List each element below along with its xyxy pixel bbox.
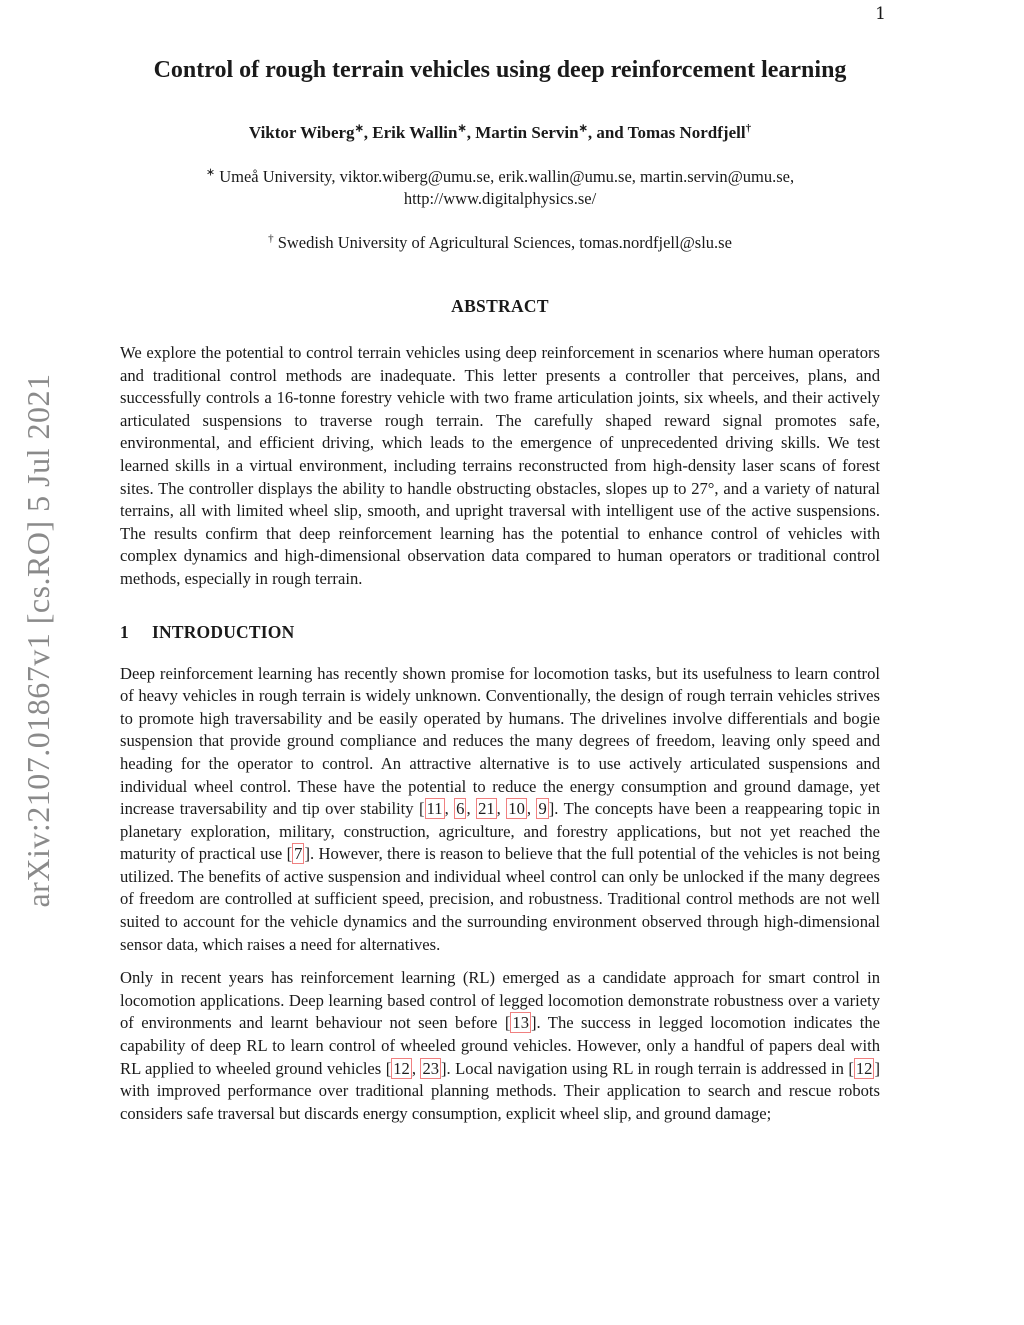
affiliation-slu-text: Swedish University of Agricultural Sciences, tomas.nordfjell@slu.se xyxy=(273,233,732,252)
affiliation-umea-line1: Umeå University, viktor.wiberg@umu.se, erik.wallin@umu.se, martin.servin@umu.se, xyxy=(215,167,795,186)
arxiv-stamp-text: arXiv:2107.01867v1 [cs.RO] 5 Jul 2021 xyxy=(20,373,56,908)
intro-paragraph-2 xyxy=(120,967,880,1125)
author-separator: , xyxy=(587,123,597,142)
page-number: 1 xyxy=(875,4,886,24)
citation-link[interactable]: 9 xyxy=(538,799,547,819)
section-number: 1 xyxy=(120,621,129,642)
author-2: Erik Wallin xyxy=(372,123,458,142)
intro-paragraph-1 xyxy=(120,663,880,957)
citation-separator: , xyxy=(444,799,455,819)
citation-separator: , xyxy=(526,799,537,819)
author-1: Viktor Wiberg xyxy=(248,123,355,142)
citation-separator: , xyxy=(496,799,507,819)
paper-body xyxy=(120,56,880,1125)
citation-separator: , xyxy=(466,799,477,819)
citation-link[interactable]: 12 xyxy=(393,1058,410,1078)
author-separator: , xyxy=(363,123,373,142)
citation-link[interactable]: 10 xyxy=(508,799,525,819)
citation-link[interactable]: 6 xyxy=(456,799,465,819)
author-4-mark: † xyxy=(745,122,752,135)
affiliation-umea-mark: ∗ xyxy=(205,166,216,179)
affiliation-umea-url[interactable]: http://www.digitalphysics.se/ xyxy=(403,189,597,208)
citation-link[interactable]: 12 xyxy=(855,1058,873,1078)
citation-link[interactable]: 23 xyxy=(422,1058,440,1078)
intro-p2-text-c: ]. Local navigation using RL in rough terrain is addressed in [ xyxy=(441,1058,854,1078)
author-3: Martin Servin xyxy=(475,123,579,142)
paper-title: Control of rough terrain vehicles using deep reinforcement learning xyxy=(153,57,847,83)
author-list xyxy=(120,122,880,144)
citation-link[interactable]: 7 xyxy=(294,844,303,864)
section-heading-introduction xyxy=(120,622,880,643)
intro-p1-text-b: ]. The concepts have been a reappearing topic in planetary exploration, military, construction, agriculture, and forestry applications, but not yet reached the maturity of practical use [ xyxy=(120,799,881,864)
citation-link[interactable]: 21 xyxy=(478,799,495,819)
author-3-mark: ∗ xyxy=(578,122,588,135)
author-separator: , xyxy=(466,123,476,142)
citation-link[interactable]: 11 xyxy=(426,799,443,819)
affiliation-slu-mark: † xyxy=(268,232,274,245)
abstract-text: We explore the potential to control terrain vehicles using deep reinforcement in scenarios where human operators and traditional control methods are inadequate. This letter presents a controller that perceives, plans, and successfully controls a 16-tonne forestry vehicle with two frame articulation joints, six wheels, and their actively articulated suspensions to traverse rough terrain. The carefully shaped reward signal promotes safe, environmental, and efficient driving, which leads to the emergence of unprecedented driving skills. We test learned skills in a virtual environment, including terrains reconstructed from high-density laser scans of forest sites. The controller displays the ability to handle obstructing obstacles, slopes up to 27°, and a variety of natural terrains, all with limited wheel slip, smooth, and upright traversal with intelligent use of the active suspensions. The results confirm that deep reinforcement learning has the potential to enhance control of vehicles with complex dynamics and high-dimensional observation data compared to human operators or traditional control methods, especially in rough terrain. xyxy=(120,343,880,588)
intro-p2-text-a: Only in recent years has reinforcement learning (RL) emerged as a candidate approach for smart control in locomotion applications. Deep learning based control of legged locomotion demonstrate robustness over a variety of environments and learnt behaviour not seen before [ xyxy=(120,968,880,1033)
author-1-mark: ∗ xyxy=(354,122,364,135)
affiliation-slu xyxy=(120,232,880,254)
author-4: and Tomas Nordfjell xyxy=(596,123,746,142)
intro-p2-text-b: ]. The success in legged locomotion indicates the capability of deep RL to learn control of wheeled ground vehicles. However, only a handful of papers deal with RL applied to wheeled ground vehicles [ xyxy=(120,1013,881,1078)
affiliation-umea xyxy=(120,166,880,210)
abstract-heading: ABSTRACT xyxy=(451,296,549,316)
intro-p1-text-a: Deep reinforcement learning has recently shown promise for locomotion tasks, but its usefulness to learn control of heavy vehicles in rough terrain is widely unknown. Conventionally, the design of rough terrain vehicles strives to promote high traversability and be easily operated by humans. The drivelines involve differentials and bogie suspension that provide ground compliance and reduces the many degrees of freedom, leaving only speed and heading for the operator to control. An attractive alternative is to use actively articulated suspensions and individual wheel control. These have the potential to reduce the energy consumption and ground damage, yet increase traversability and tip over stability [ xyxy=(120,663,880,819)
intro-p1-text-c: ]. However, there is reason to believe that the full potential of the vehicles is not being utilized. The benefits of active suspension and individual wheel control can only be unlocked if the many degrees of freedom are controlled at sufficient speed, precision, and robustness. Traditional control methods are not well suited to account for the vehicle dynamics and the surrounding environment observed through high-dimensional sensor data, which raises a need for alternatives. xyxy=(120,844,880,954)
citation-separator: , xyxy=(411,1058,421,1078)
section-title: INTRODUCTION xyxy=(152,621,295,642)
citation-link[interactable]: 13 xyxy=(512,1013,529,1033)
intro-p2-text-d: ] with improved performance over traditional planning methods. Their application to search and rescue robots considers safe traversal but discards energy consumption, explicit wheel slip, and ground damage; xyxy=(120,1058,880,1123)
arxiv-identifier-stamp[interactable] xyxy=(8,0,68,1325)
author-2-mark: ∗ xyxy=(457,122,467,135)
